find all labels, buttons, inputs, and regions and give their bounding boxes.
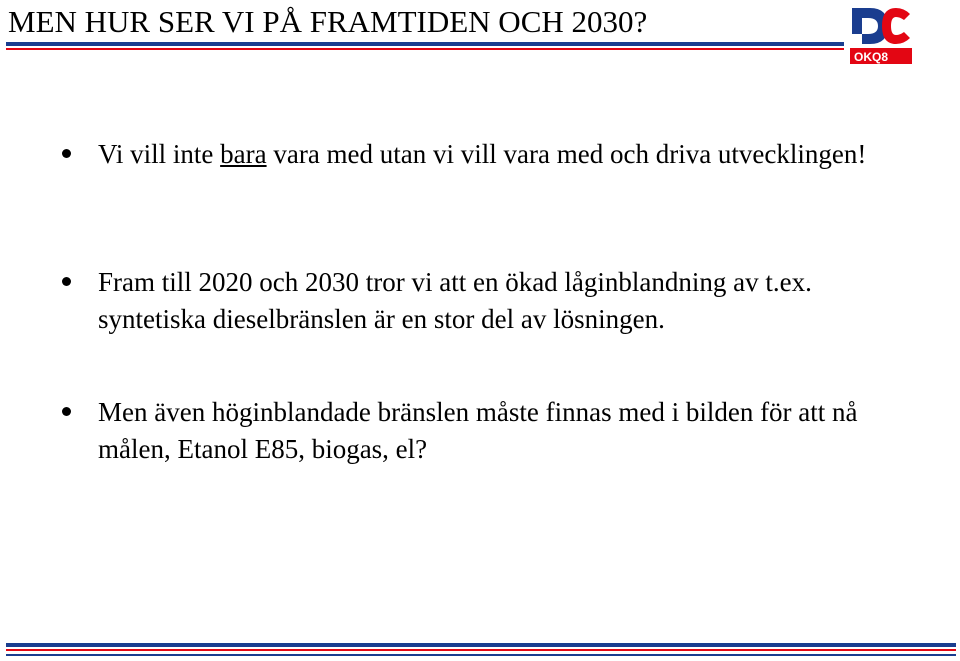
- bullet-text: Fram till 2020 och 2030 tror vi att en ökad låginblandning av t.ex. syntetiska dieselbränslen är en stor del av lösningen.: [98, 267, 812, 334]
- bottom-rule-blue-thin: [6, 654, 956, 656]
- bullet-dot: [62, 277, 71, 286]
- top-rule-blue: [6, 42, 844, 46]
- bullet-dot: [62, 149, 71, 158]
- bottom-rule-red: [6, 649, 956, 651]
- okq8-logo-text: OKQ8: [854, 50, 889, 64]
- okq8-logo: [848, 4, 914, 66]
- bullet-text: Men även höginblandade bränslen måste finnas med i bilden för att nå målen, Etanol E85, biogas, el?: [98, 397, 858, 464]
- bottom-rule-blue: [6, 643, 956, 647]
- underlined-word: bara: [220, 139, 267, 169]
- slide-title: MEN HUR SER VI PÅ FRAMTIDEN OCH 2030?: [8, 4, 648, 39]
- bullet-text: Vi vill inte bara vara med utan vi vill vara med och driva utvecklingen!: [98, 139, 867, 169]
- bullet-dot: [62, 407, 71, 416]
- top-rule-red: [6, 48, 844, 50]
